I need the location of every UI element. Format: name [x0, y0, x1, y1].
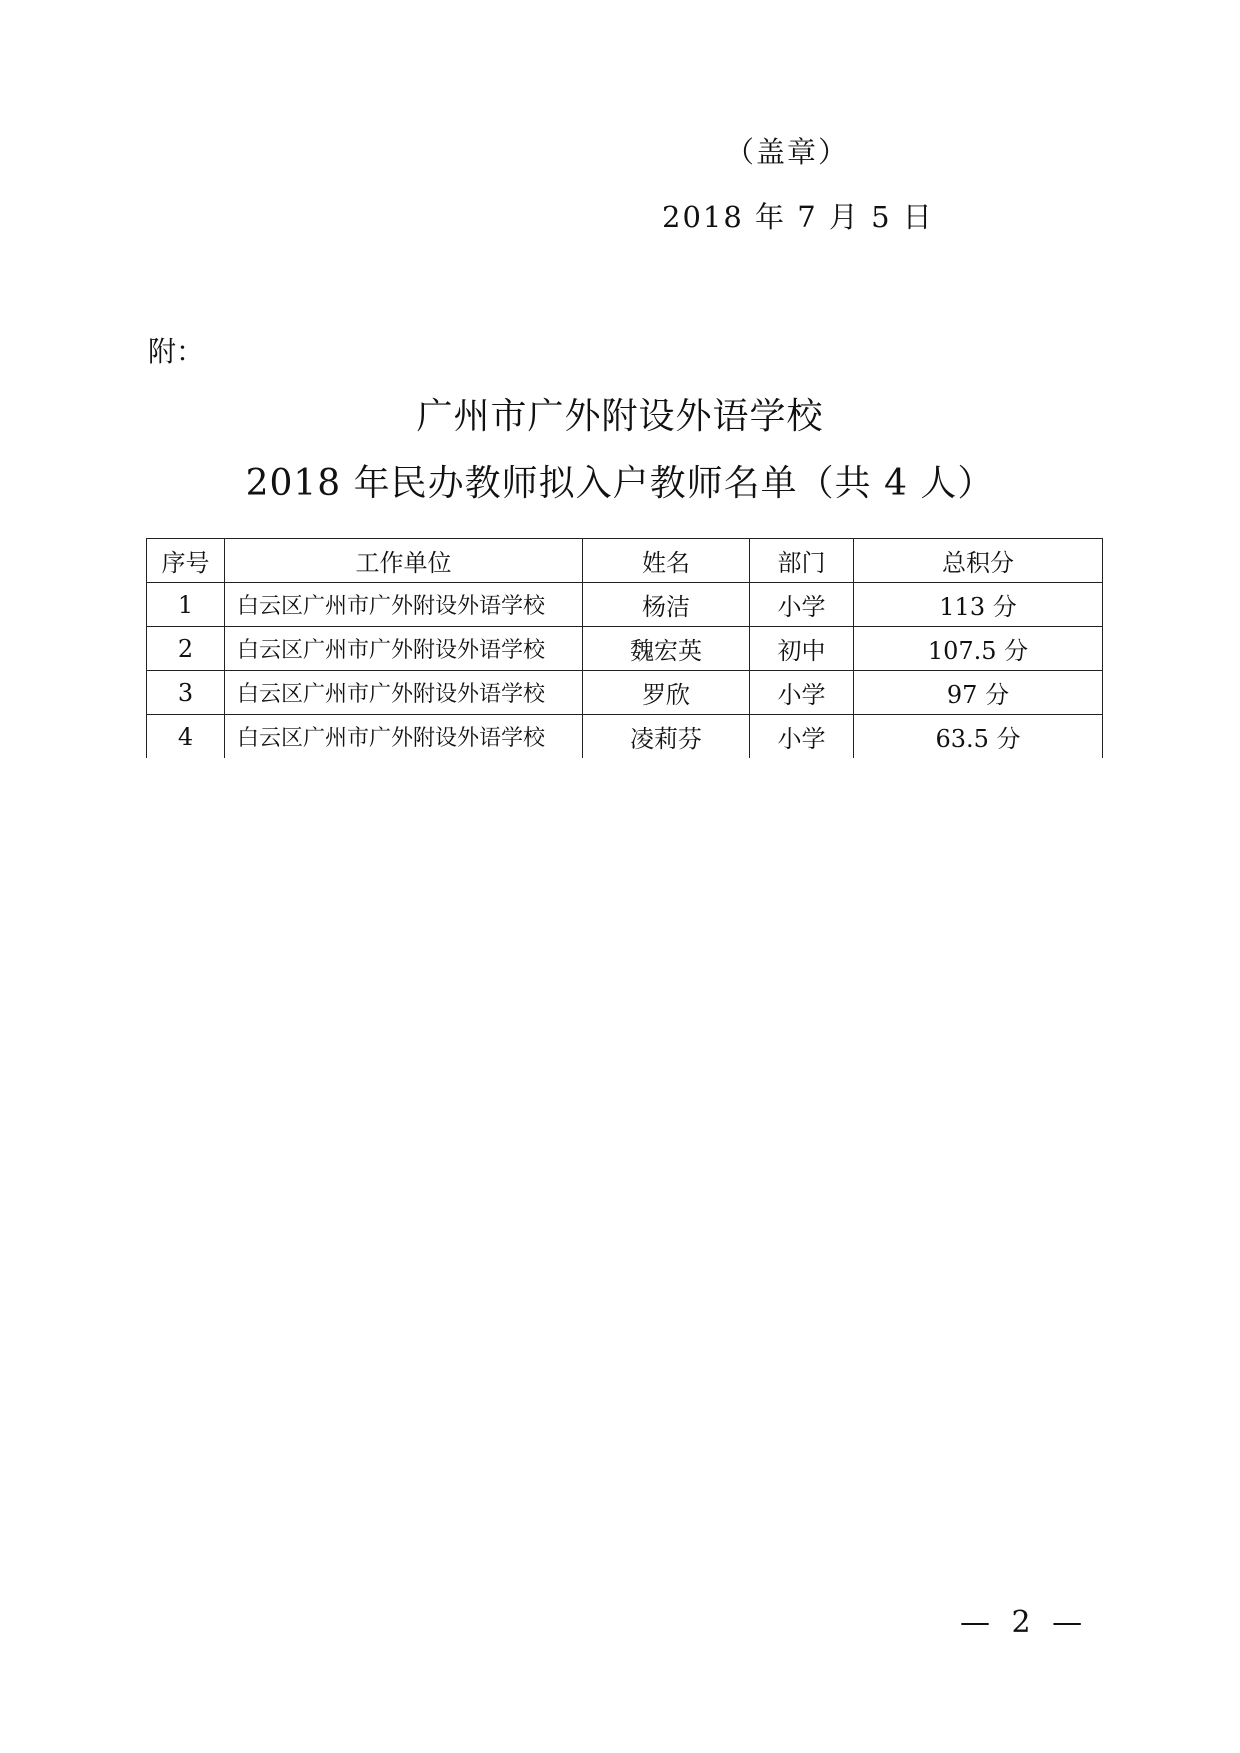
cell-department: 小学 [750, 583, 854, 627]
cell-name: 罗欣 [583, 671, 750, 715]
cell-score: 63.5 分 [854, 715, 1103, 759]
cell-score: 107.5 分 [854, 627, 1103, 671]
document-title-list: 2018 年民办教师拟入户教师名单（共 4 人） [245, 463, 995, 504]
cell-department: 小学 [750, 715, 854, 759]
cell-unit: 白云区广州市广外附设外语学校 [225, 671, 583, 715]
table-row [147, 715, 1103, 759]
cell-score: 97 分 [854, 671, 1103, 715]
teacher-list-table [146, 538, 1103, 758]
header-department: 部门 [750, 539, 854, 583]
cell-index: 3 [147, 671, 225, 715]
cell-department: 小学 [750, 671, 854, 715]
cell-score: 113 分 [854, 583, 1103, 627]
table-row [147, 583, 1103, 627]
cell-name: 魏宏英 [583, 627, 750, 671]
cell-department: 初中 [750, 627, 854, 671]
table-row [147, 671, 1103, 715]
document-title-school: 广州市广外附设外语学校 [416, 396, 824, 437]
seal-note: （盖章） [725, 135, 850, 169]
cell-index: 4 [147, 715, 225, 759]
cell-unit: 白云区广州市广外附设外语学校 [225, 715, 583, 759]
header-index: 序号 [147, 539, 225, 583]
table-header-row [147, 539, 1103, 583]
cell-name: 凌莉芬 [583, 715, 750, 759]
header-score: 总积分 [854, 539, 1103, 583]
cell-name: 杨洁 [583, 583, 750, 627]
cell-index: 2 [147, 627, 225, 671]
cell-index: 1 [147, 583, 225, 627]
header-name: 姓名 [583, 539, 750, 583]
table-row [147, 627, 1103, 671]
cell-unit: 白云区广州市广外附设外语学校 [225, 583, 583, 627]
issue-date: 2018 年 7 月 5 日 [662, 200, 934, 234]
attachment-label: 附： [148, 335, 205, 368]
header-unit: 工作单位 [225, 539, 583, 583]
cell-unit: 白云区广州市广外附设外语学校 [225, 627, 583, 671]
page-number: — 2 — [960, 1605, 1089, 1640]
